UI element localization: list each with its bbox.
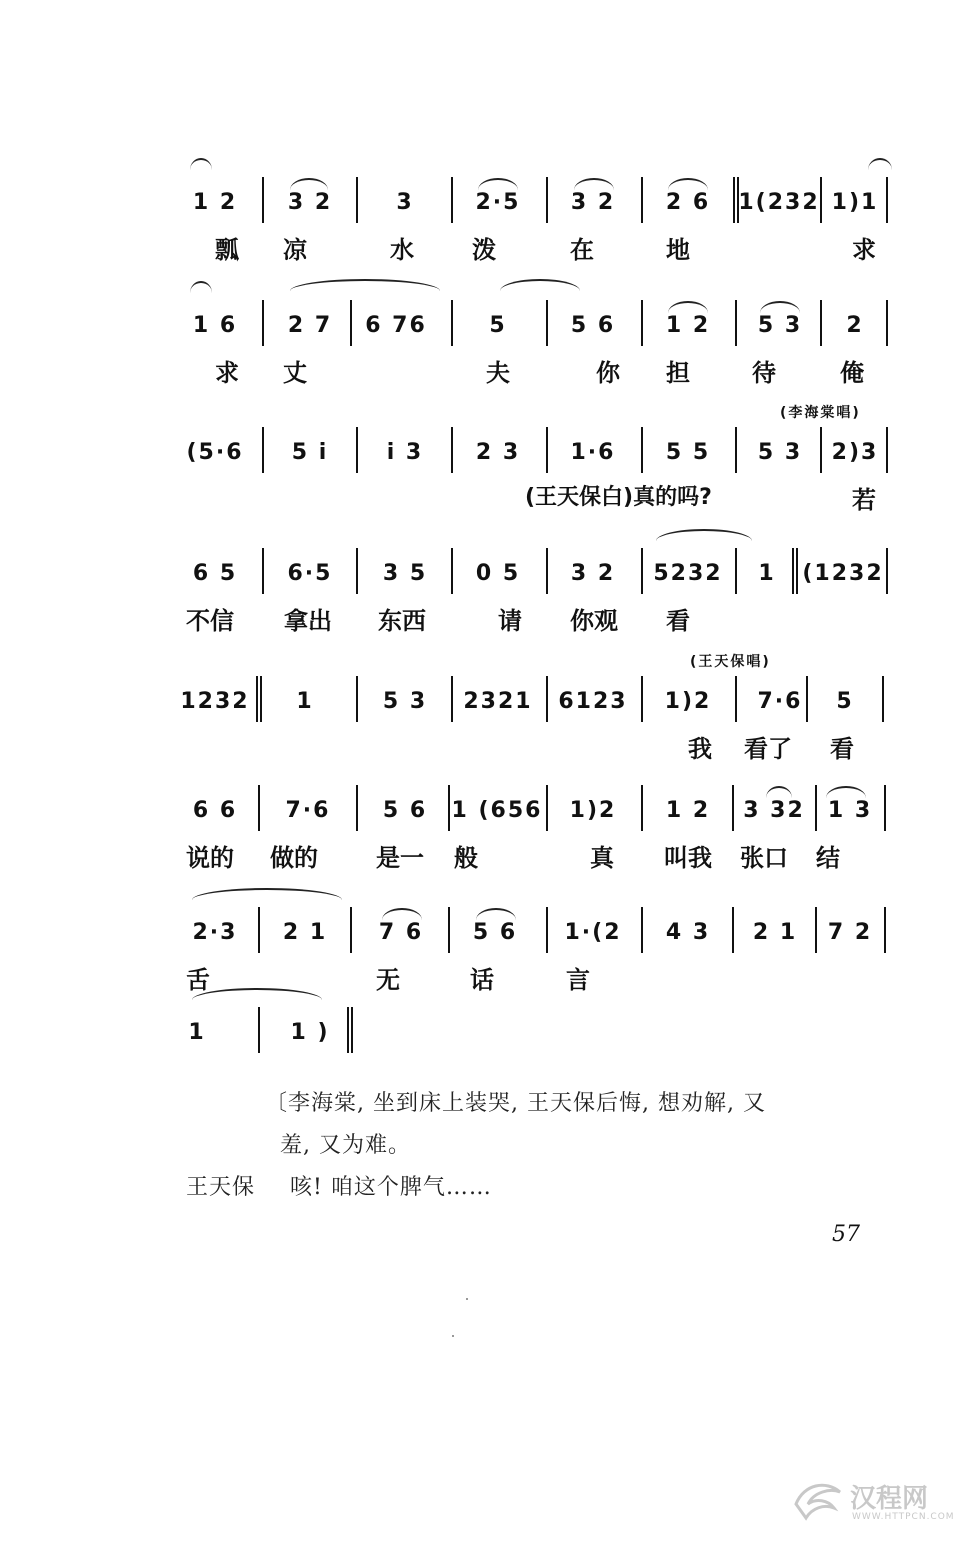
note-cell: 2321 [463, 688, 533, 714]
barline [815, 785, 817, 831]
note-cell: 2 [846, 312, 864, 338]
dialogue-speaker: 王天保 [186, 1175, 256, 1200]
lyric: 地 [666, 236, 690, 264]
note-cell: 1 [758, 560, 776, 586]
note-cell: 1 6 [192, 312, 238, 338]
note-cell: 5 [836, 688, 854, 714]
barline [451, 548, 453, 594]
barline [641, 785, 643, 831]
note-cell: 2 7 [287, 312, 333, 338]
note-cell: 7·6 [757, 688, 803, 714]
lyric: 看 [830, 735, 854, 763]
barline [258, 1007, 260, 1053]
stage-direction-line-2: 羞, 又为难。 [280, 1133, 411, 1158]
singer-note: (李海棠唱) [780, 405, 861, 421]
slur [290, 279, 440, 291]
lyric: 叫我 [664, 844, 712, 872]
barline [546, 676, 548, 722]
note-cell: 1 [296, 688, 314, 714]
lyric: 般 [454, 844, 478, 872]
barline [886, 548, 888, 594]
repeat-start-barline [792, 548, 798, 594]
barline [732, 785, 734, 831]
barline [884, 907, 886, 953]
barline [732, 907, 734, 953]
note-cell: 5 6 [472, 919, 518, 945]
note-cell: 1·(2 [564, 919, 622, 945]
note-cell: 5 3 [757, 312, 803, 338]
note-cell: 1 2 [192, 189, 238, 215]
note-cell: 1)2 [664, 688, 712, 714]
lyric: 看 [666, 607, 690, 635]
singer-note: (王天保唱) [690, 654, 771, 670]
lyrics-row-1 [0, 230, 974, 270]
repeat-end-barline [256, 676, 262, 722]
note-cell: 2·3 [192, 919, 238, 945]
barline [258, 907, 260, 953]
barline [546, 907, 548, 953]
lyric: 真 [590, 844, 614, 872]
barline [641, 427, 643, 473]
note-cell: 3 32 [743, 797, 805, 823]
note-cell: 6123 [558, 688, 628, 714]
barline [735, 427, 737, 473]
note-cell: 5 3 [382, 688, 428, 714]
note-cell: 1)2 [569, 797, 617, 823]
barline [882, 676, 884, 722]
lyric: 话 [470, 966, 494, 994]
barline [262, 548, 264, 594]
lyric: 在 [570, 236, 594, 264]
note-cell: 1232 [180, 688, 250, 714]
lyric: 你 [596, 359, 620, 387]
lyric: 若 [852, 486, 876, 514]
note-cell: 5 5 [665, 439, 711, 465]
barline [262, 427, 264, 473]
slur [500, 279, 580, 291]
slur [656, 529, 752, 541]
lyrics-row-7 [0, 960, 974, 1000]
lyrics-row-6 [0, 838, 974, 878]
note-cell: 2)3 [831, 439, 879, 465]
note-cell: 3 2 [570, 189, 616, 215]
barline [884, 785, 886, 831]
note-cell: 3 2 [287, 189, 333, 215]
barline [448, 785, 450, 831]
note-cell: 7 6 [378, 919, 424, 945]
barline [641, 676, 643, 722]
note-cell: 5 6 [382, 797, 428, 823]
slur [190, 158, 212, 170]
barline [546, 427, 548, 473]
barline [815, 907, 817, 953]
lyric: 是一 [376, 844, 424, 872]
lyric: 丈 [283, 359, 307, 387]
lyrics-row-2 [0, 353, 974, 393]
spoken-line: (王天保白)真的吗? [525, 485, 712, 510]
lyric: 做的 [270, 844, 318, 872]
lyric: 看了 [744, 735, 792, 763]
lyric: 凉 [283, 236, 307, 264]
barline [350, 300, 352, 346]
lyric: 说的 [186, 844, 234, 872]
barline [262, 177, 264, 223]
barline [820, 177, 822, 223]
note-cell: 1(232 [738, 189, 820, 215]
note-cell: 2 1 [752, 919, 798, 945]
barline [641, 300, 643, 346]
watermark-url: WWW.HTTPCN.COM [852, 1512, 955, 1522]
note-cell: (5·6 [186, 439, 244, 465]
note-cell: 2 1 [282, 919, 328, 945]
barline [546, 177, 548, 223]
note-cell: 5 [489, 312, 507, 338]
barline [258, 785, 260, 831]
note-cell: 1·6 [570, 439, 616, 465]
notes-row-5 [0, 671, 974, 731]
note-cell: i 3 [386, 439, 424, 465]
barline [886, 300, 888, 346]
note-cell: 6 76 [365, 312, 427, 338]
speck [452, 1335, 454, 1337]
notes-row-8 [0, 1002, 974, 1062]
speck [466, 1298, 468, 1300]
lyric: 我 [688, 735, 712, 763]
lyric: 水 [390, 236, 414, 264]
barline [546, 548, 548, 594]
watermark [790, 1470, 960, 1530]
barline [448, 907, 450, 953]
lyric: 你观 [570, 607, 618, 635]
lyric: 无 [376, 966, 400, 994]
note-cell: 7 2 [827, 919, 873, 945]
note-cell: 1 2 [665, 797, 711, 823]
slur [190, 281, 212, 293]
lyric: 瓢 [215, 236, 239, 264]
dialogue-text: 咳! 咱这个脾气…… [290, 1175, 492, 1200]
note-cell: 7·6 [285, 797, 331, 823]
final-barline [347, 1007, 353, 1053]
note-cell: 0 5 [475, 560, 521, 586]
barline [356, 785, 358, 831]
note-cell: 5 6 [570, 312, 616, 338]
page-number: 57 [832, 1222, 860, 1247]
lyric: 俺 [840, 359, 864, 387]
barline [641, 548, 643, 594]
notes-row-3 [0, 422, 974, 482]
note-cell: 1 ) [290, 1019, 330, 1045]
watermark-logo-icon [790, 1474, 848, 1524]
note-cell: 5 i [291, 439, 329, 465]
lyric: 张口 [740, 844, 788, 872]
note-cell: 1)1 [831, 189, 879, 215]
lyrics-row-3 [0, 480, 974, 520]
lyric: 求 [215, 359, 239, 387]
barline [350, 907, 352, 953]
slur [868, 158, 892, 170]
barline [356, 427, 358, 473]
barline [451, 427, 453, 473]
barline [886, 427, 888, 473]
lyric: 担 [666, 359, 690, 387]
barline [735, 676, 737, 722]
barline [735, 300, 737, 346]
lyric: 请 [498, 607, 522, 635]
note-cell: (1232 [802, 560, 884, 586]
notes-row-7 [0, 902, 974, 962]
note-cell: 5232 [653, 560, 723, 586]
lyrics-row-5 [0, 729, 974, 769]
note-cell: 6 5 [192, 560, 238, 586]
notes-row-4 [0, 543, 974, 603]
barline [451, 676, 453, 722]
lyric: 舌 [186, 966, 210, 994]
barline [886, 177, 888, 223]
note-cell: 5 3 [757, 439, 803, 465]
lyric: 待 [752, 359, 776, 387]
note-cell: 6·5 [287, 560, 333, 586]
barline [262, 300, 264, 346]
lyric: 求 [852, 236, 876, 264]
note-cell: 1 2 [665, 312, 711, 338]
lyric: 不信 [186, 607, 234, 635]
notes-row-6 [0, 780, 974, 840]
barline [546, 785, 548, 831]
note-cell: 2 3 [475, 439, 521, 465]
barline [451, 300, 453, 346]
watermark-text: 汉程网 [850, 1484, 929, 1514]
barline [356, 676, 358, 722]
barline [356, 548, 358, 594]
lyric: 言 [566, 966, 590, 994]
barline [451, 177, 453, 223]
lyric: 夫 [486, 359, 510, 387]
note-cell: 1 [188, 1019, 206, 1045]
lyric: 结 [816, 844, 840, 872]
barline [546, 300, 548, 346]
barline [735, 548, 737, 594]
note-cell: 2·5 [475, 189, 521, 215]
barline [356, 177, 358, 223]
lyric: 东西 [378, 607, 426, 635]
lyric: 拿出 [284, 607, 332, 635]
barline [641, 177, 643, 223]
barline [820, 427, 822, 473]
note-cell: 3 2 [570, 560, 616, 586]
note-cell: 3 [396, 189, 414, 215]
barline [820, 300, 822, 346]
barline [806, 676, 808, 722]
notes-row-1 [0, 172, 974, 232]
note-cell: 3 5 [382, 560, 428, 586]
lyric: 泼 [472, 236, 496, 264]
barline [641, 907, 643, 953]
note-cell: 4 3 [665, 919, 711, 945]
note-cell: 2 6 [665, 189, 711, 215]
slur [192, 888, 342, 900]
stage-direction-line-1: 〔李海棠, 坐到床上装哭, 王天保后悔, 想劝解, 又 [265, 1091, 766, 1116]
notes-row-2 [0, 295, 974, 355]
note-cell: 1 3 [827, 797, 873, 823]
note-cell: 6 6 [192, 797, 238, 823]
lyrics-row-4 [0, 601, 974, 641]
note-cell: 1 (656 [451, 797, 543, 823]
